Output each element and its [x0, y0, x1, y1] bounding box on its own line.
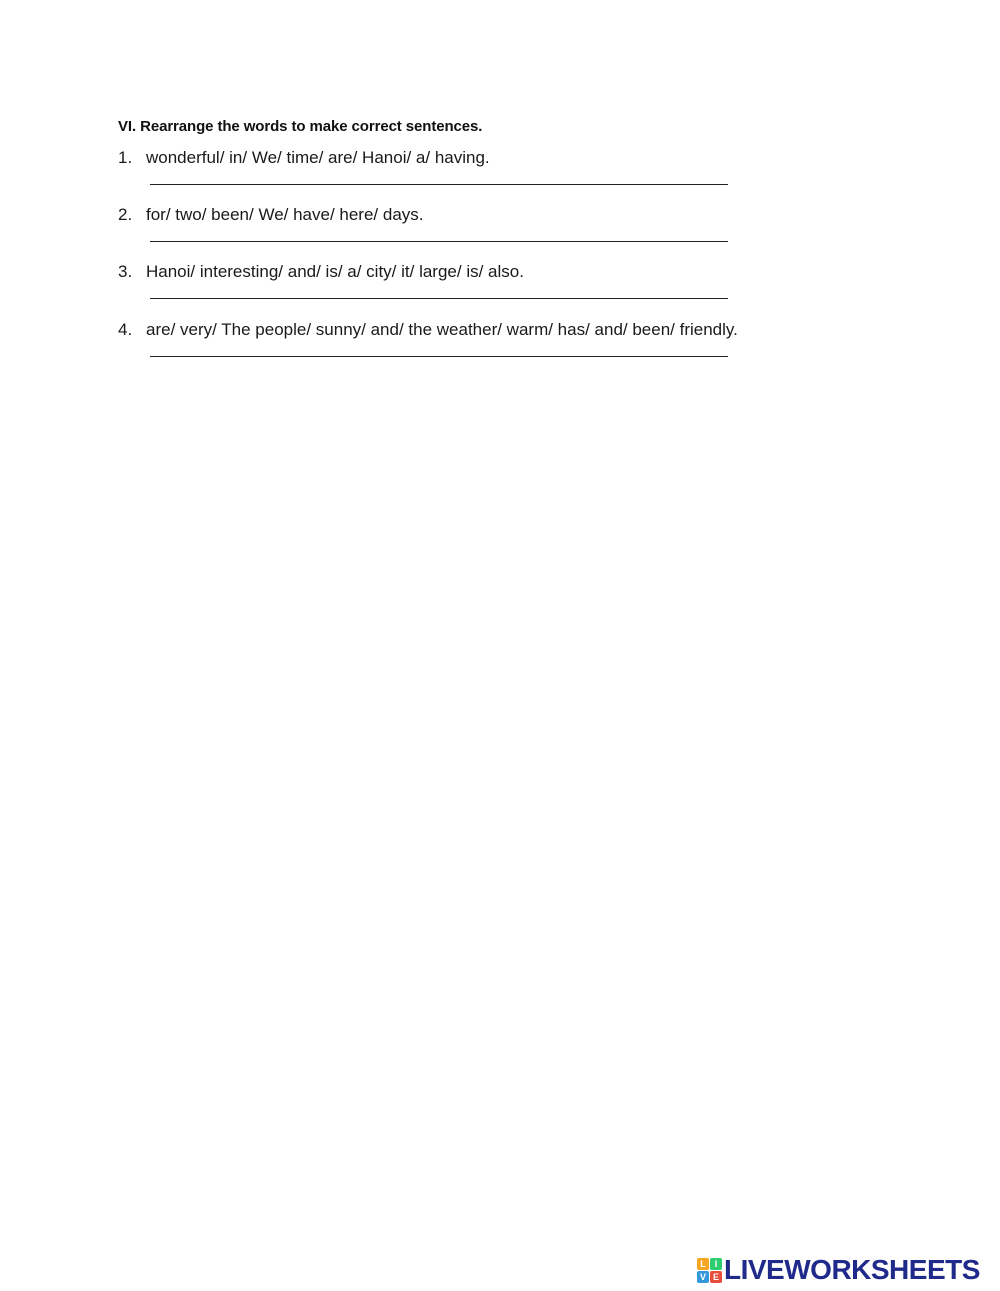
liveworksheets-logo	[697, 1255, 980, 1285]
item-number: 3.	[118, 262, 133, 281]
logo-mark-icon	[697, 1258, 722, 1283]
logo-cell: E	[710, 1271, 722, 1283]
item-prompt: wonderful/ in/ We/ time/ are/ Hanoi/ a/ having.	[146, 148, 490, 167]
item-number: 4.	[118, 320, 133, 339]
logo-cell: I	[710, 1258, 722, 1270]
section-title: VI. Rearrange the words to make correct sentences.	[118, 118, 483, 135]
logo-cell: L	[697, 1258, 709, 1270]
logo-cell: V	[697, 1271, 709, 1283]
answer-line-2[interactable]	[150, 241, 728, 242]
answer-line-1[interactable]	[150, 184, 728, 185]
item-number: 2.	[118, 205, 133, 224]
logo-text: LIVEWORKSHEETS	[724, 1254, 980, 1285]
answer-line-4[interactable]	[150, 356, 728, 357]
item-prompt: Hanoi/ interesting/ and/ is/ a/ city/ it/ large/ is/ also.	[146, 262, 524, 281]
item-prompt: are/ very/ The people/ sunny/ and/ the weather/ warm/ has/ and/ been/ friendly.	[146, 320, 738, 339]
answer-line-3[interactable]	[150, 298, 728, 299]
item-number: 1.	[118, 148, 133, 167]
item-prompt: for/ two/ been/ We/ have/ here/ days.	[146, 205, 424, 224]
